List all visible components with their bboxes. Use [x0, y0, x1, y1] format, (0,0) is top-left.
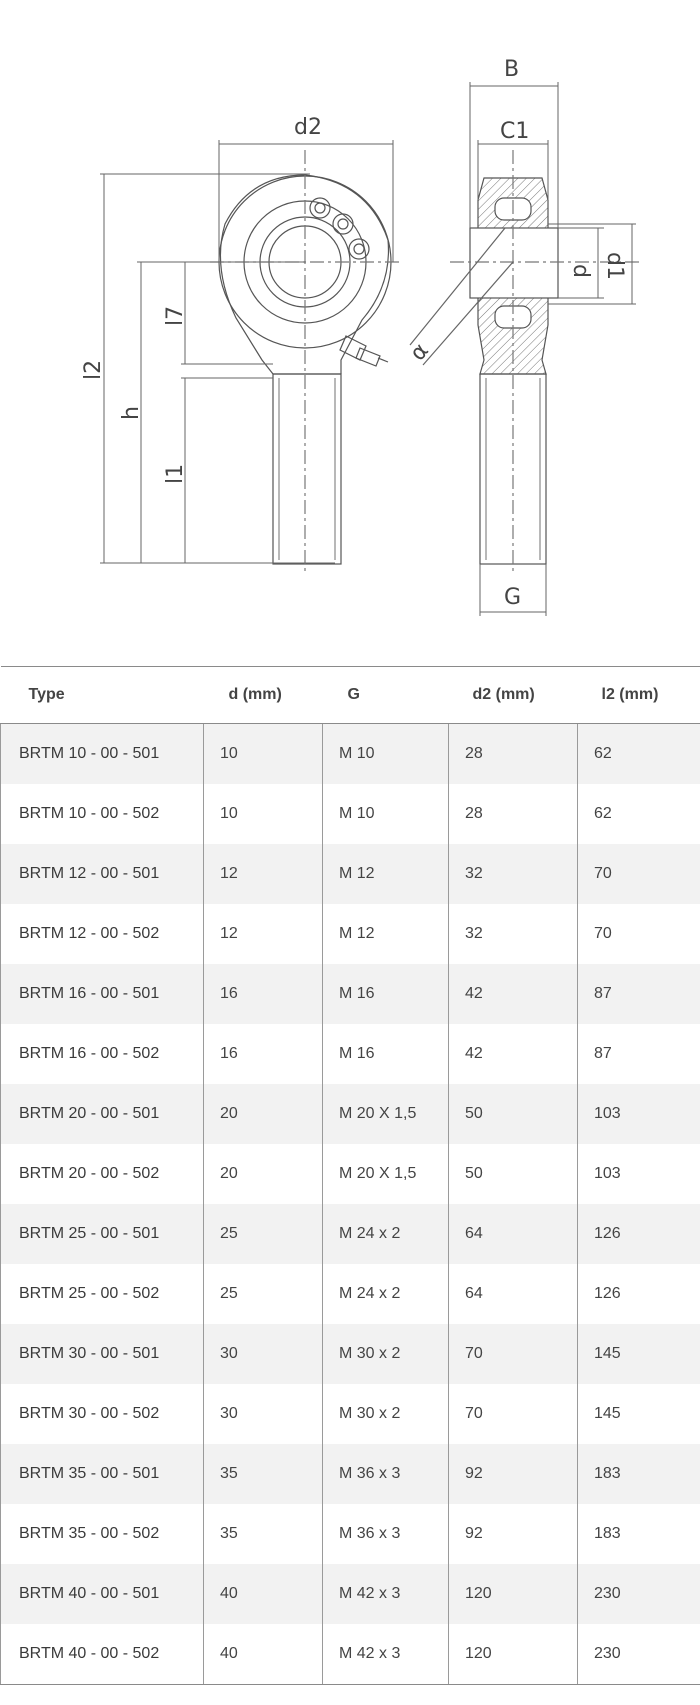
cell-d2: 28 — [449, 784, 578, 844]
label-alpha: α — [405, 338, 434, 366]
cell-d2: 120 — [449, 1624, 578, 1685]
cell-g: M 30 x 2 — [323, 1324, 449, 1384]
specifications-table — [0, 666, 700, 1685]
cell-l2: 230 — [578, 1564, 700, 1624]
header-d2: d2 (mm) — [449, 667, 578, 724]
cell-d2: 120 — [449, 1564, 578, 1624]
header-g: G — [323, 667, 449, 724]
cell-l2: 103 — [578, 1144, 700, 1204]
cell-d2: 92 — [449, 1504, 578, 1564]
cell-l2: 70 — [578, 904, 700, 964]
table-row — [1, 724, 700, 785]
table-row — [1, 1264, 700, 1324]
cell-d2: 70 — [449, 1324, 578, 1384]
table-row — [1, 1564, 700, 1624]
cell-g: M 42 x 3 — [323, 1564, 449, 1624]
label-h: h — [119, 406, 144, 420]
label-l7: l7 — [163, 305, 188, 326]
front-shank — [273, 374, 341, 564]
side-view — [410, 150, 640, 575]
cell-type: BRTM 40 - 00 - 502 — [1, 1624, 204, 1685]
cell-d: 12 — [204, 904, 323, 964]
cell-l2: 103 — [578, 1084, 700, 1144]
ball-3 — [349, 239, 369, 259]
cell-d: 20 — [204, 1084, 323, 1144]
cell-d2: 50 — [449, 1144, 578, 1204]
grease-nipple — [340, 336, 388, 366]
header-type: Type — [1, 667, 204, 724]
cell-d2: 64 — [449, 1264, 578, 1324]
cell-d2: 42 — [449, 964, 578, 1024]
cell-l2: 87 — [578, 1024, 700, 1084]
table-row — [1, 1444, 700, 1504]
cell-g: M 24 x 2 — [323, 1204, 449, 1264]
label-d2: d2 — [294, 115, 322, 140]
cell-l2: 87 — [578, 964, 700, 1024]
cell-d: 30 — [204, 1384, 323, 1444]
table-row — [1, 1624, 700, 1685]
cell-d2: 64 — [449, 1204, 578, 1264]
cell-d: 25 — [204, 1264, 323, 1324]
label-l1: l1 — [163, 463, 188, 484]
cell-l2: 62 — [578, 724, 700, 785]
cell-d: 40 — [204, 1564, 323, 1624]
cell-d: 16 — [204, 1024, 323, 1084]
table-row — [1, 1084, 700, 1144]
cell-g: M 24 x 2 — [323, 1264, 449, 1324]
label-G: G — [504, 585, 522, 610]
cell-d: 16 — [204, 964, 323, 1024]
header-d: d (mm) — [204, 667, 323, 724]
cell-d2: 32 — [449, 844, 578, 904]
cell-type: BRTM 30 - 00 - 501 — [1, 1324, 204, 1384]
cell-g: M 20 X 1,5 — [323, 1084, 449, 1144]
ball-2 — [333, 214, 353, 234]
cell-d: 40 — [204, 1624, 323, 1685]
table-header-row — [1, 667, 700, 724]
table-row — [1, 1504, 700, 1564]
cell-g: M 20 X 1,5 — [323, 1144, 449, 1204]
label-d1: d1 — [602, 252, 627, 280]
cell-type: BRTM 35 - 00 - 502 — [1, 1504, 204, 1564]
table-row — [1, 1204, 700, 1264]
cell-d2: 70 — [449, 1384, 578, 1444]
cell-g: M 12 — [323, 844, 449, 904]
cell-g: M 36 x 3 — [323, 1444, 449, 1504]
cell-g: M 16 — [323, 964, 449, 1024]
cell-d: 35 — [204, 1444, 323, 1504]
table-row — [1, 844, 700, 904]
cell-l2: 183 — [578, 1504, 700, 1564]
cell-d2: 50 — [449, 1084, 578, 1144]
label-C1: C1 — [500, 119, 530, 144]
cell-g: M 12 — [323, 904, 449, 964]
cell-type: BRTM 12 - 00 - 501 — [1, 844, 204, 904]
cell-d: 20 — [204, 1144, 323, 1204]
ball-1 — [310, 198, 330, 218]
cell-d: 10 — [204, 784, 323, 844]
cell-l2: 126 — [578, 1204, 700, 1264]
cell-d2: 28 — [449, 724, 578, 785]
cell-type: BRTM 25 - 00 - 501 — [1, 1204, 204, 1264]
rod-end-drawing — [0, 0, 700, 660]
table-row — [1, 1144, 700, 1204]
cell-l2: 183 — [578, 1444, 700, 1504]
cell-d: 25 — [204, 1204, 323, 1264]
header-l2: l2 (mm) — [578, 667, 700, 724]
table-row — [1, 1384, 700, 1444]
cell-type: BRTM 40 - 00 - 501 — [1, 1564, 204, 1624]
cell-type: BRTM 35 - 00 - 501 — [1, 1444, 204, 1504]
cell-type: BRTM 25 - 00 - 502 — [1, 1264, 204, 1324]
cell-g: M 10 — [323, 724, 449, 785]
cell-type: BRTM 30 - 00 - 502 — [1, 1384, 204, 1444]
cell-l2: 145 — [578, 1324, 700, 1384]
cell-d2: 32 — [449, 904, 578, 964]
cell-l2: 230 — [578, 1624, 700, 1685]
label-l2: l2 — [81, 359, 106, 380]
cell-d2: 42 — [449, 1024, 578, 1084]
table-row — [1, 1024, 700, 1084]
table-row — [1, 1324, 700, 1384]
label-d: d — [568, 264, 593, 278]
cell-g: M 36 x 3 — [323, 1504, 449, 1564]
cell-type: BRTM 16 - 00 - 502 — [1, 1024, 204, 1084]
cell-g: M 30 x 2 — [323, 1384, 449, 1444]
cell-d2: 92 — [449, 1444, 578, 1504]
cell-l2: 70 — [578, 844, 700, 904]
cell-type: BRTM 10 - 00 - 502 — [1, 784, 204, 844]
cell-d: 12 — [204, 844, 323, 904]
cell-d: 35 — [204, 1504, 323, 1564]
table-row — [1, 784, 700, 844]
front-dimensions — [100, 140, 393, 563]
front-view — [210, 150, 400, 575]
cell-l2: 145 — [578, 1384, 700, 1444]
cell-type: BRTM 12 - 00 - 502 — [1, 904, 204, 964]
cell-type: BRTM 20 - 00 - 501 — [1, 1084, 204, 1144]
table-body — [1, 724, 700, 1685]
table-row — [1, 964, 700, 1024]
cell-d: 10 — [204, 724, 323, 785]
cell-d: 30 — [204, 1324, 323, 1384]
cell-l2: 62 — [578, 784, 700, 844]
cell-g: M 16 — [323, 1024, 449, 1084]
cell-type: BRTM 20 - 00 - 502 — [1, 1144, 204, 1204]
cell-l2: 126 — [578, 1264, 700, 1324]
cell-g: M 10 — [323, 784, 449, 844]
cell-g: M 42 x 3 — [323, 1624, 449, 1685]
technical-drawing — [0, 0, 700, 660]
side-inner-ring — [470, 228, 558, 298]
cell-type: BRTM 16 - 00 - 501 — [1, 964, 204, 1024]
label-B: B — [504, 57, 520, 82]
table-row — [1, 904, 700, 964]
cell-type: BRTM 10 - 00 - 501 — [1, 724, 204, 785]
